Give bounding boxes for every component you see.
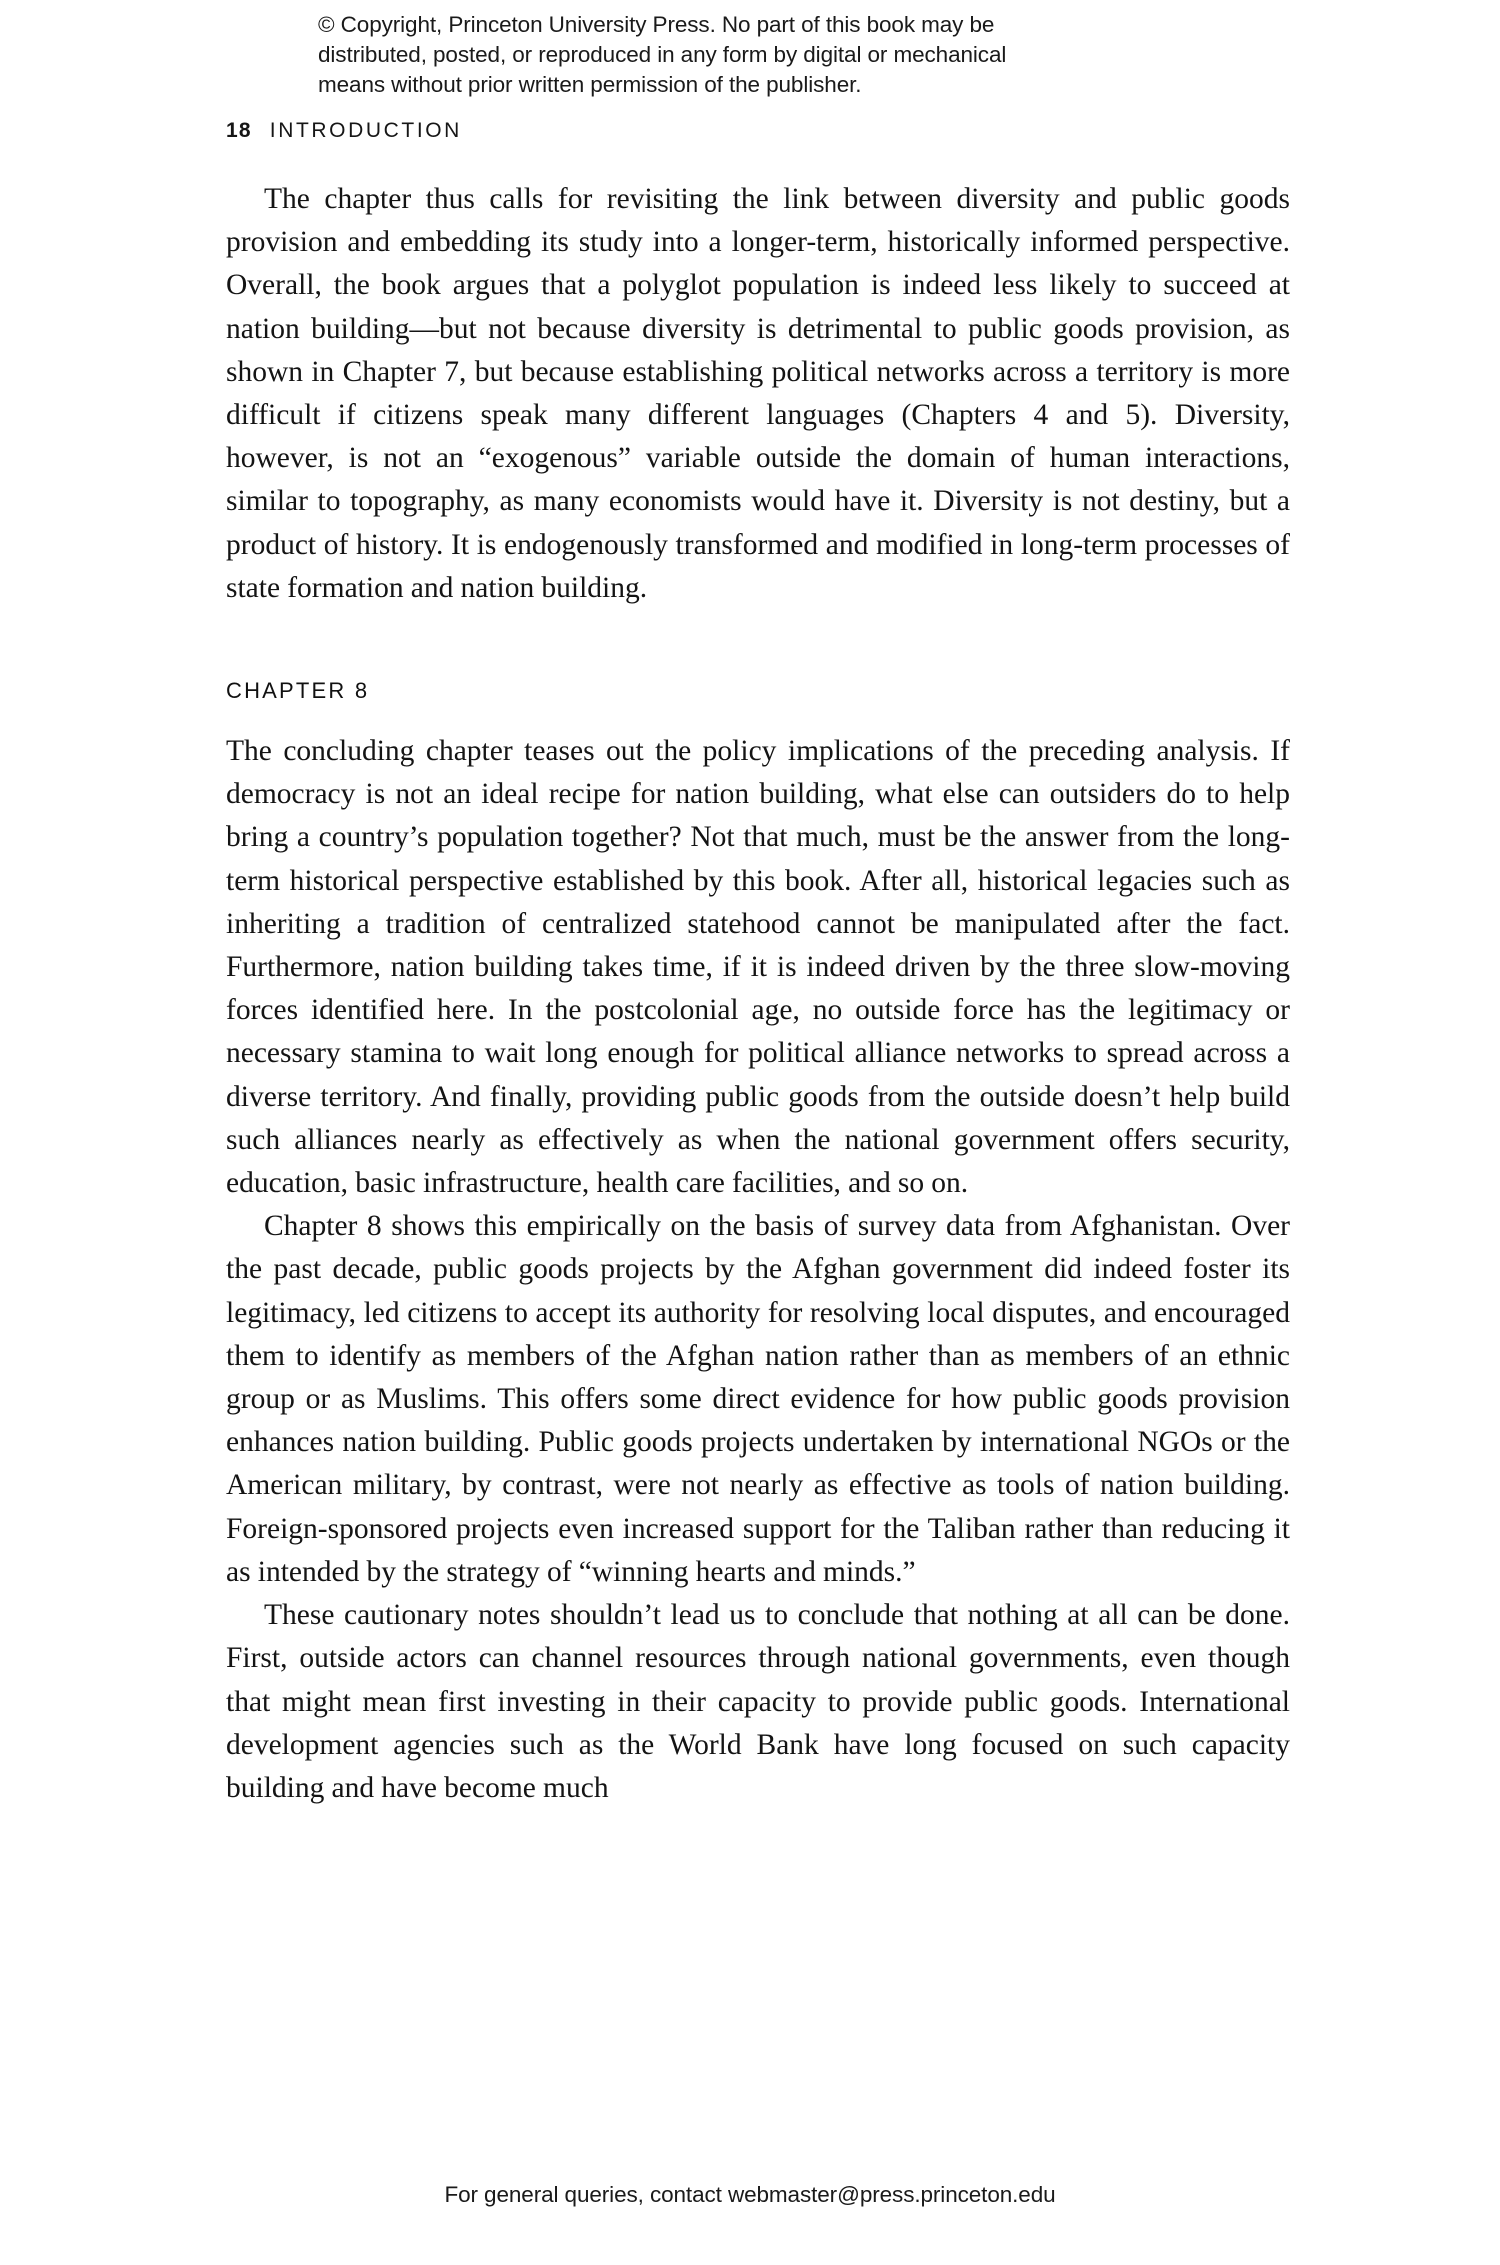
running-head [226,118,462,144]
running-head-title: INTRODUCTION [269,119,462,142]
copyright-notice-line-1: © Copyright, Princeton University Press. No part of this book may be [318,12,995,37]
paragraph-4: These cautionary notes shouldn’t lead us to conclude that nothing at all can be done. First, outside actors can channel resources through national governments, even though that might mean first investing in their capacity to provide public goods. International development agencies such as the World Bank have long focused on such capacity building and have become much [226,1599,1290,1804]
copyright-notice-line-3: means without prior written permission of the publisher. [318,72,862,97]
paragraph-3: Chapter 8 shows this empirically on the basis of survey data from Afghanistan. Over the past decade, public goods projects by the Afghan government did indeed foster its legitimacy, led citizens to accept its authority for resolving local disputes, and encouraged them to identify as members of the Afghan nation rather than as members of an ethnic group or as Muslims. This offers some direct evidence for how public goods provision enhances nation building. Public goods projects undertaken by international NGOs or the American military, by contrast, were not nearly as effective as tools of nation building. Foreign-sponsored projects even increased support for the Taliban rather than reducing it as intended by the strategy of “winning hearts and minds.” [226,1210,1290,1588]
copyright-notice-line-2: distributed, posted, or reproduced in any form by digital or mechanical [318,42,1007,67]
footer-general-queries: For general queries, contact webmaster@press.princeton.edu [444,2182,1056,2207]
chapter-heading: CHAPTER 8 [226,678,370,704]
page-body [226,178,1290,1810]
paragraph-2: The concluding chapter teases out the policy implications of the preceding analysis. If democracy is not an ideal recipe for nation building, what else can outsiders do to help bring a country’s population together? Not that much, must be the answer from the long-term historical perspective established by this book. After all, historical legacies such as inheriting a tradition of centralized statehood cannot be manipulated after the fact. Furthermore, nation building takes time, if it is indeed driven by the three slow-moving forces identified here. In the postcolonial age, no outside force has the legitimacy or necessary stamina to wait long enough for political alliance networks to spread across a diverse territory. And finally, providing public goods from the outside doesn’t help build such alliances nearly as effectively as when the national government offers security, education, basic infrastructure, health care facilities, and so on. [226,735,1290,1200]
copyright-notice [318,10,1178,100]
page-number: 18 [226,119,252,142]
paragraph-1: The chapter thus calls for revisiting the link between diversity and public goods provision and embedding its study into a longer-term, historically informed perspective. Overall, the book argues that a polyglot population is indeed less likely to succeed at nation building—but not because diversity is detrimental to public goods provision, as shown in Chapter 7, but because establishing political networks across a territory is more difficult if citizens speak many different languages (Chapters 4 and 5). Diversity, however, is not an “exogenous” variable outside the domain of human interactions, similar to topography, as many economists would have it. Diversity is not destiny, but a product of history. It is endogenously transformed and modified in long-term processes of state formation and nation building. [226,183,1290,604]
